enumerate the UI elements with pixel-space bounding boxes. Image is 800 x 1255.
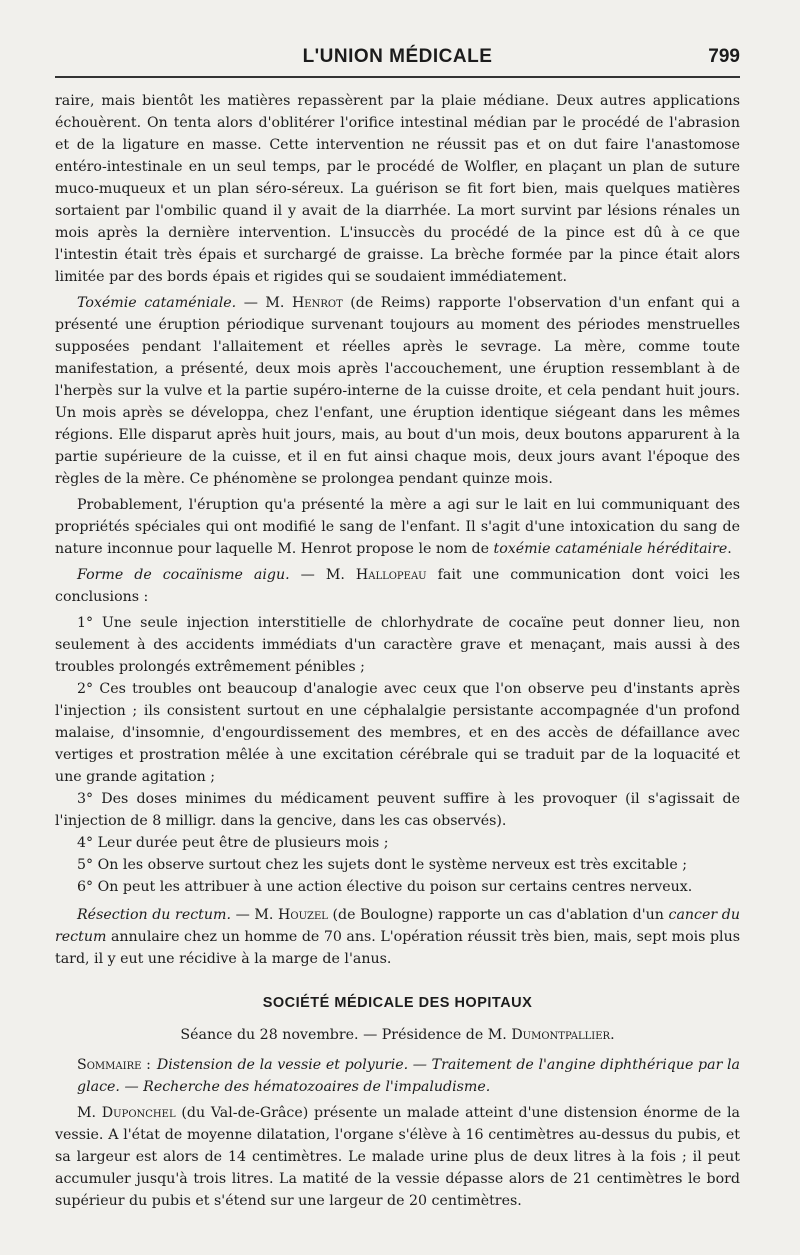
paragraph-rectum [55, 904, 740, 970]
summary-items: Distension de la vessie et polyurie. — Traitement de l'angine diphthérique par la glace. — Recherche des hématozoaires de l'impaludisme. [77, 1057, 741, 1095]
society-title: SOCIÉTÉ MÉDICALE DES HOPITAUX [262, 995, 533, 1011]
running-head: L'UNION MÉDICALE [302, 46, 493, 67]
section-heading-rectum: Résection du rectum. [77, 907, 231, 923]
term-toxemie: toxémie cataméniale héréditaire [493, 541, 728, 557]
president-name: Dumontpallier [511, 1027, 611, 1043]
author-henrot: Henrot [291, 295, 343, 311]
header-rule [55, 76, 740, 78]
page-header [55, 46, 740, 76]
period: . [727, 541, 732, 557]
session-suffix: . [610, 1027, 615, 1043]
conclusion-item: 6° On peut les attribuer à une action élective du poison sur certains centres nerveux. [77, 879, 693, 895]
paragraph-cocainisme [55, 564, 740, 608]
dash: — M. [236, 295, 292, 311]
conclusion-item: 2° Ces troubles ont beaucoup d'analogie avec ceux que l'on observe peu d'instants après l'injection ; ils consistent surtout en une céphalalgie persistante accompagnée d'un profond malaise, d'insomnie, d'engourdissement des membres, et en des accès de défaillance avec vertiges et prostration mêlée à une excitation cérébrale qui se traduit par de la loquacité et une grande agitation ; [55, 681, 740, 785]
author-houzel: Houzel [278, 907, 328, 923]
paragraph-text: (de Boulogne) rapporte un cas d'ablation d'un [327, 907, 669, 923]
section-heading-cocainisme: Forme de cocaïnisme aigu. [77, 567, 290, 583]
author-hallopeau: Hallopeau [355, 567, 427, 583]
section-heading-toxemie: Toxémie cataméniale. [77, 295, 237, 311]
paragraph-duponchel [55, 1102, 740, 1212]
term-cancer: cancer du rectum [55, 907, 740, 945]
paragraph-continued: raire, mais bientôt les matières repassèrent par la plaie médiane. Deux autres applications échouèrent. On tenta alors d'oblitérer l'orifice intestinal médian par le procédé de l'abrasion et de la ligature en masse. Cette intervention ne réussit pas et on dut faire l'anastomose entéro-intestinale en un seul temps, par le procédé de Wolfler, en plaçant un plan de suture muco-muqueux et un plan séro-séreux. La guérison se fit fort bien, mais quelques matières sortaient par l'ombilic quand il y avait de la diarrhée. La mort survint par lésions rénales un mois après la dernière intervention. L'insuccès du procédé de la pince est dû à ce que l'intestin était très épais et surchargé de graisse. La brèche formée par la pince était alors limitée par des bords épais et rigides qui se soudaient immédiatement. [55, 93, 740, 285]
conclusion-item: 5° On les observe surtout chez les sujets dont le système nerveux est très excitable ; [77, 857, 688, 873]
paragraph-text: Probablement, l'éruption qu'a présenté la mère a agi sur le lait en lui communiquant des propriétés spéciales qui ont modifié le sang de l'enfant. Il s'agit d'une intoxication du sang de nature inconnue pour laquelle M. Henrot propose le nom de [55, 497, 740, 557]
paragraph-text: (du Val-de-Grâce) présente un malade atteint d'une distension énorme de la vessie. A l'état de moyenne dilatation, l'organe s'élève à 16 centimètres au-dessus du pubis, et sa largeur est alors de 14 centimètres. Le malade urine plus de deux litres à la fois ; il peut accumuler jusqu'à trois litres. La matité de la vessie dépasse alors de 21 centimètres le bord supérieur du pubis et s'étend sur une largeur de 20 centimètres. [55, 1105, 741, 1209]
author-duponchel: M. Duponchel [77, 1105, 176, 1121]
paragraph-text: fait une communication dont voici les conclusions : [55, 567, 740, 605]
session-prefix: Séance du 28 novembre. — Présidence de M. [180, 1027, 512, 1043]
session-line [55, 1024, 740, 1046]
article-body [55, 90, 740, 1216]
summary-label: Sommaire : [77, 1057, 151, 1073]
conclusion-item: 1° Une seule injection interstitielle de chlorhydrate de cocaïne peut donner lieu, non seulement à des accidents immédiats d'un caractère grave et menaçant, mais aussi à des troubles prolongés extrêmement pénibles ; [55, 615, 740, 675]
dash: — M. [289, 567, 356, 583]
paragraph-probablement [55, 494, 740, 560]
paragraph-text: (de Reims) rapporte l'observation d'un enfant qui a présenté une éruption périodique survenant toujours au moment des périodes menstruelles supposées pendant l'allaitement et réelles après le sevrage. La mère, comme toute manifestation, a présenté, deux mois après l'accouchement, une éruption ressemblant à de l'herpès sur la vulve et la partie supéro-interne de la cuisse droite, et cela pendant huit jours. Un mois après se développa, chez l'enfant, une éruption identique siégeant dans les mêmes régions. Elle disparut après huit jours, mais, au bout d'un mois, deux boutons apparurent à la partie supérieure de la cuisse, et il en fut ainsi chaque mois, deux jours avant l'époque des règles de la mère. Ce phénomène se prolongea pendant quinze mois. [55, 295, 740, 487]
conclusion-item: 3° Des doses minimes du médicament peuvent suffire à les provoquer (il s'agissait de l'injection de 8 milligr. dans la gencive, dans les cas observés). [55, 791, 740, 829]
page-number: 799 [708, 46, 740, 67]
summary [55, 1054, 740, 1098]
dash: — M. [230, 907, 278, 923]
conclusion-item: 4° Leur durée peut être de plusieurs mois ; [77, 835, 389, 851]
paragraph-toxemie [55, 292, 740, 490]
paragraph-text: annulaire chez un homme de 70 ans. L'opération réussit très bien, mais, sept mois plus tard, il y eut une récidive à la marge de l'anus. [55, 929, 740, 967]
